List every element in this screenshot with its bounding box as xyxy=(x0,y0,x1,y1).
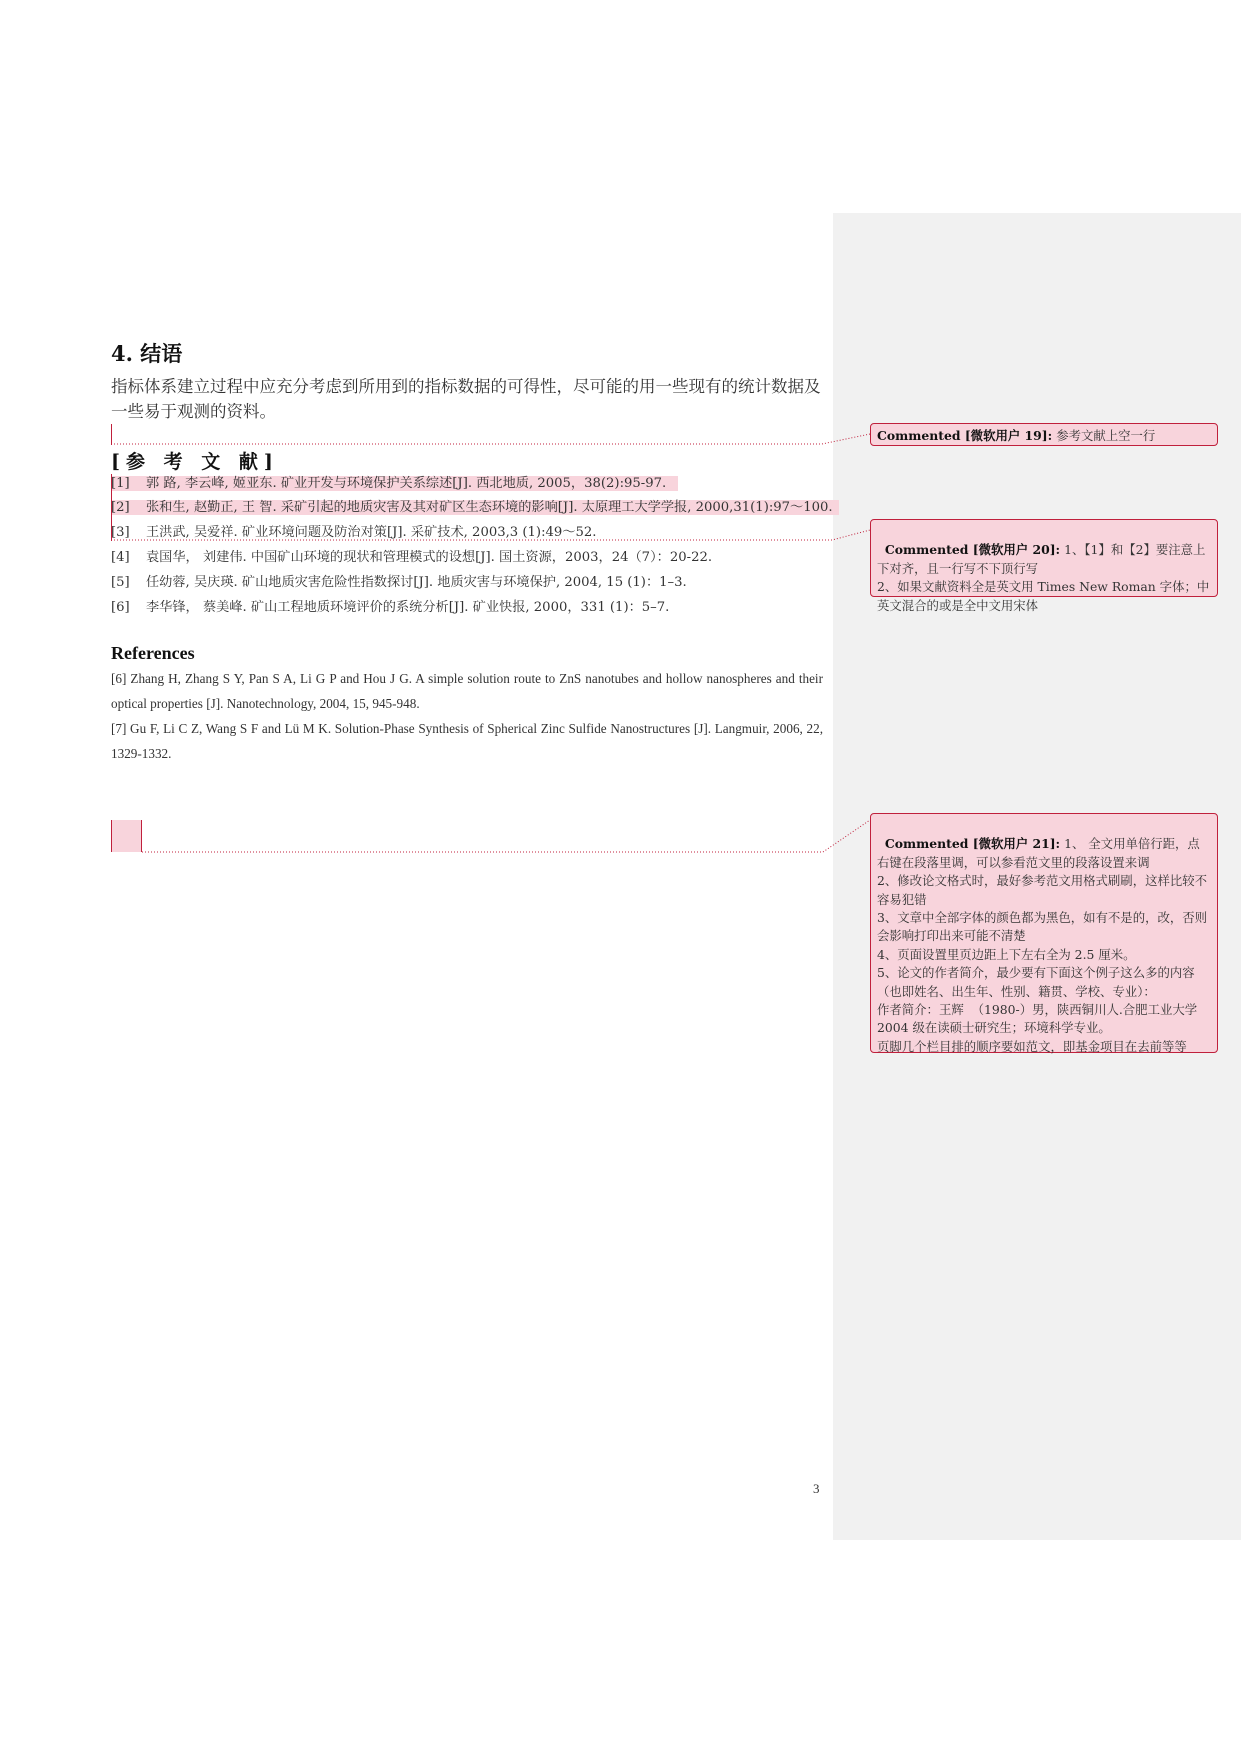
reference-number: [1] xyxy=(111,476,130,491)
reference-number: [4] xyxy=(111,550,130,565)
comment-text: 1、【1】和【2】要注意上下对齐，且一行写不下顶行写 2、如果文献资料全是英文用 Times New Roman 字体；中英文混合的或是全中文用宋体 xyxy=(877,542,1210,613)
comment-text: 1、 全文用单倍行距，点右键在段落里调，可以参看范文里的段落设置来调 2、修改论文格式时，最好参考范文用格式刷刷，这样比较不容易犯错 3、文章中全部字体的颜色都为黑色，如有不是的，改，否则会影响打印出来可能不清楚 4、页面设置里页边距上下左右全为 2.5 厘米。 5、论文的作者简介，最少要有下面这个例子这么多的内容（也即姓名、出生年、性别、籍贯、学校、专业）： 作者简介：王辉 （1980-）男，陕西铜川人.合肥工业大学 2004 级在读硕士研究生；环境科学专业。 页脚几个栏目排的顺序要如范文，即基金项目在去前等等 xyxy=(877,836,1208,1054)
conclusion-paragraph: 指标体系建立过程中应充分考虑到所用到的指标数据的可得性，尽可能的用一些现有的统计数据及一些易于观测的资料。 xyxy=(111,377,821,421)
connector-19 xyxy=(111,434,870,444)
reference-text: 张和生, 赵勤正, 王 智. 采矿引起的地质灾害及其对矿区生态环境的影响[J]. 太原理工大学学报, 2000,31(1):97～100. xyxy=(146,500,833,515)
english-reference-item: [7] Gu F, Li C Z, Wang S F and Lü M K. Solution-Phase Synthesis of Spherical Zinc Sulfide Nanostructures [J]. Langmuir, 2006, 22, 1329-1332. xyxy=(111,721,823,761)
comment-20[interactable] xyxy=(870,519,1218,613)
reference-number: [6] xyxy=(111,600,130,615)
reference-number: [3] xyxy=(111,525,130,540)
english-reference-item: [6] Zhang H, Zhang S Y, Pan S A, Li G P and Hou J G. A simple solution route to ZnS nanotubes and hollow nanospheres and their optical properties [J]. Nanotechnology, 2004, 15, 945-948. xyxy=(111,671,823,711)
comment-label: Commented [微软用户 21]: xyxy=(884,836,1061,852)
reference-number: [5] xyxy=(111,575,130,590)
reference-number: [2] xyxy=(111,500,130,515)
comment-text: 参考文献上空一行 xyxy=(1052,428,1156,443)
references-title: [参 考 文 献] xyxy=(111,451,279,473)
reference-text: 郭 路, 李云峰, 姬亚东. 矿业开发与环境保护关系综述[J]. 西北地质, 2005，38(2):95-97. xyxy=(146,476,667,491)
english-references-title: References xyxy=(111,643,195,663)
connector-20 xyxy=(111,530,870,540)
reference-text: 袁国华， 刘建伟. 中国矿山环境的现状和管理模式的设想[J]. 国土资源，2003，24（7）：20-22. xyxy=(146,550,713,565)
section-heading: 4. 结语 xyxy=(111,341,183,366)
comment-label: Commented [微软用户 20]: xyxy=(884,542,1061,558)
comment-21[interactable] xyxy=(870,813,1218,1053)
connector-21 xyxy=(142,820,870,852)
comment-19[interactable] xyxy=(870,423,1218,446)
reference-text: 李华锋， 蔡美峰. 矿山工程地质环境评价的系统分析[J]. 矿业快报, 2000，331 (1)：5–7. xyxy=(146,600,670,615)
page-number: 3 xyxy=(813,1481,820,1496)
comment-label: Commented [微软用户 19]: xyxy=(877,428,1053,443)
reference-text: 任幼蓉, 吴庆瑛. 矿山地质灾害危险性指数探讨[J]. 地质灾害与环境保护, 2004, 15 (1)：1–3. xyxy=(146,575,687,590)
reference-text: 王洪武, 吴爱祥. 矿业环境问题及防治对策[J]. 采矿技术, 2003,3 (1):49～52. xyxy=(146,525,597,540)
